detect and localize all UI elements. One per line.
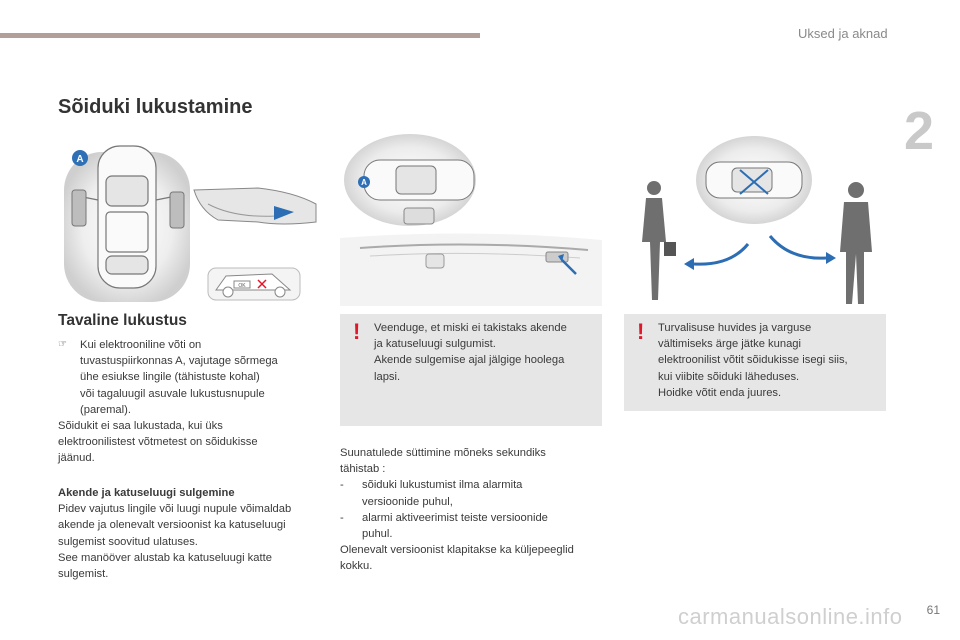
section-heading: Tavaline lukustus (58, 312, 187, 329)
curved-arrow-left-icon (684, 244, 748, 270)
bullet-line: tuvastuspiirkonnas A, vajutage sõrmega (80, 355, 278, 368)
door-handle-left (72, 190, 86, 226)
door-handle (404, 208, 434, 224)
body-line: Suunatulede süttimine mõneks sekundiks (340, 447, 546, 459)
signal-block (340, 445, 608, 575)
tailgate-view (340, 233, 602, 306)
warning-line: Turvalisuse huvides ja varguse (658, 322, 812, 334)
chapter-number: 2 (904, 101, 935, 161)
note-line: Sõidukit ei saa lukustada, kui üks (58, 420, 223, 433)
page-title: Sõiduki lukustamine (58, 96, 253, 118)
body-line: sõiduki lukustumist ilma alarmita (362, 479, 523, 492)
body-line: versioonide puhul, (362, 495, 453, 508)
warning-line: Akende sulgemise ajal jälgige hoolega (374, 354, 565, 367)
person-right-icon (840, 182, 872, 304)
dash-bullet: - (340, 479, 344, 492)
body-line: Pidev vajutus lingile või luugi nupule võimaldab (58, 503, 292, 516)
car-top-view (364, 160, 474, 200)
bullet-line: (paremal). (80, 403, 131, 416)
bullet-line: ühe esiukse lingile (tähistuste kohal) (80, 371, 260, 384)
badge-a (72, 150, 88, 166)
bullet-line: Kui elektrooniline võti on (80, 339, 202, 351)
dash-bullet (340, 494, 362, 510)
dash-bullet: - (340, 511, 344, 524)
svg-text:A: A (361, 178, 367, 187)
tailgate-illustration (340, 128, 602, 310)
section-title: Uksed ja aknad (798, 26, 888, 41)
door-handle-right (170, 192, 184, 228)
person-left-icon (642, 181, 676, 300)
note-line: elektroonilistest võtmetest on sõidukisse (58, 436, 258, 449)
header-bar (0, 33, 480, 38)
page-number: 61 (926, 603, 940, 617)
note-line: jäänud. (58, 452, 95, 465)
svg-text:OK: OK (238, 283, 246, 289)
windows-closing-block (58, 485, 328, 582)
walk-away-illustration (620, 132, 884, 312)
body-line: tähistab : (340, 463, 386, 476)
body-line: Olenevalt versioonist klapitakse ka küljepeeglid (340, 544, 574, 557)
warning-line: Veenduge, et miski ei takistaks akende (374, 322, 567, 334)
warning-line: kui viibite sõiduki läheduses. (658, 370, 800, 383)
bullet-icon: ☞ (58, 339, 67, 350)
body-line: akende ja olenevalt versioonist ka katuseluugi (58, 519, 286, 532)
keyless-zone-illustration (58, 140, 328, 310)
body-line: kokku. (340, 560, 373, 573)
warning-box-key (624, 314, 886, 411)
badge-a (358, 176, 370, 188)
body-line: alarmi aktiveerimist teiste versioonide (362, 511, 548, 524)
warning-line: ja katuseluugi sulgumist. (374, 338, 496, 351)
warning-icon: ! (637, 319, 645, 344)
body-line: sulgemist. (58, 568, 109, 581)
watermark: carmanualsonline.info (678, 604, 903, 629)
body-line: See manööver alustab ka katuseluugi katte (58, 551, 272, 564)
warning-line: elektroonilist võtit sõidukisse isegi siis, (658, 354, 848, 367)
sub-heading: Akende ja katuseluugi sulgemine (58, 487, 235, 499)
warning-icon: ! (353, 319, 361, 344)
hand-on-handle (194, 188, 316, 224)
body-line: puhul. (362, 528, 393, 541)
car-side-view (208, 268, 300, 300)
warning-line: vältimiseks ärge jätke kunagi (658, 338, 802, 351)
warning-box-windows (340, 314, 602, 426)
dash-bullet (340, 526, 362, 542)
bullet-instruction (58, 337, 328, 467)
car-top-view (706, 162, 802, 198)
curved-arrow-right-icon (770, 236, 836, 264)
body-line: sulgemist soovitud ulatuses. (58, 535, 198, 548)
lock-button (546, 252, 568, 262)
bullet-line: või tagaluugil asuvale lukustusnupule (80, 387, 265, 400)
warning-line: lapsi. (374, 370, 401, 383)
warning-line: Hoidke võtit enda juures. (658, 386, 782, 399)
svg-text:A: A (76, 154, 84, 165)
